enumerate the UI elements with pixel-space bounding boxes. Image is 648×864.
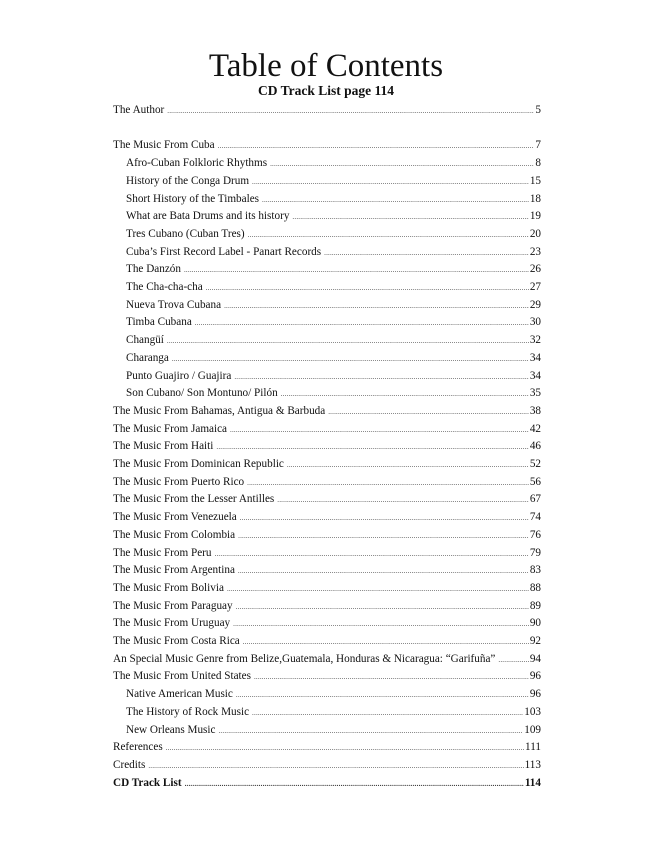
toc-entry-page-number: 79	[529, 546, 541, 559]
toc-entry	[113, 137, 541, 155]
toc-entry-page-number: 67	[529, 493, 541, 506]
toc-entry-title: Timba Cubana	[126, 316, 192, 329]
dot-leader	[292, 209, 528, 227]
toc-entry-page-number: 32	[529, 334, 541, 347]
toc-entry-title: The Music From Bahamas, Antigua & Barbuda	[113, 404, 326, 417]
toc-entry-title: Short History of the Timbales	[126, 192, 260, 205]
toc-entry-title: References	[113, 741, 163, 754]
dot-leader	[243, 634, 529, 652]
toc-entry	[126, 704, 541, 722]
dot-leader	[167, 103, 534, 121]
toc-entry	[113, 456, 541, 474]
toc-entry-title: CD Track List	[113, 776, 182, 789]
toc-entry-title: The Music From Puerto Rico	[113, 475, 245, 488]
toc-entry	[126, 226, 541, 244]
toc-entry	[126, 686, 541, 704]
toc-entry	[113, 739, 541, 757]
toc-entry	[126, 368, 541, 386]
toc-entry-page-number: 94	[529, 652, 541, 665]
toc-entry-title: Nueva Trova Cubana	[126, 298, 222, 311]
toc-entry-page-number: 52	[529, 458, 541, 470]
toc-entry-title: The Music From Cuba	[113, 139, 215, 152]
dot-leader	[195, 315, 529, 333]
toc-entry	[126, 279, 541, 297]
toc-entry-title: The Music From United States	[113, 670, 251, 683]
toc-entry-title: Son Cubano/ Son Montuno/ Pilón	[126, 387, 278, 400]
toc-entry-page-number: 56	[529, 475, 541, 488]
toc-entry-page-number: 26	[529, 263, 541, 276]
toc-entry-page-number: 7	[535, 139, 541, 152]
toc-entry	[113, 491, 541, 509]
toc-entry-title: What are Bata Drums and its history	[126, 210, 290, 223]
dot-leader	[328, 404, 529, 422]
toc-entry	[126, 722, 541, 740]
dot-leader	[236, 687, 529, 705]
dot-leader	[172, 351, 529, 369]
dot-leader	[324, 245, 529, 263]
toc-entry	[113, 438, 541, 456]
toc-entry-page-number: 23	[529, 245, 541, 258]
toc-entry-title: The Cha-cha-cha	[126, 281, 203, 293]
toc-entry	[113, 527, 541, 545]
toc-entry-page-number: 114	[524, 776, 541, 789]
dot-leader	[236, 599, 529, 617]
toc-entry-page-number: 88	[529, 581, 541, 594]
toc-entry-title: Credits	[113, 758, 146, 771]
toc-entry-title: The Music From Jamaica	[113, 422, 228, 435]
toc-entry-page-number: 30	[529, 316, 541, 329]
dot-leader	[247, 475, 529, 493]
dot-leader	[238, 563, 529, 581]
toc-entry-page-number: 20	[529, 227, 541, 240]
dot-leader	[167, 333, 529, 351]
toc-entry	[113, 615, 541, 633]
toc-entry-title: Cuba’s First Record Label - Panart Records	[126, 245, 322, 258]
dot-leader	[252, 705, 523, 723]
dot-leader	[206, 280, 529, 298]
dot-leader	[184, 262, 529, 280]
toc-entry	[113, 474, 541, 492]
toc-entry-page-number: 96	[529, 670, 541, 683]
dot-leader	[498, 652, 528, 670]
toc-entry-page-number: 34	[529, 369, 541, 382]
dot-leader	[287, 457, 529, 475]
toc-entry	[113, 775, 541, 793]
toc-entry-title: An Special Music Genre from Belize,Guatemala, Honduras & Nicaragua: “Garifuña”	[113, 652, 496, 665]
toc-entry-page-number: 92	[529, 635, 541, 647]
toc-entry	[113, 509, 541, 527]
toc-entry-page-number: 96	[529, 688, 541, 701]
toc-entry	[113, 651, 541, 669]
toc-entry-page-number: 83	[529, 564, 541, 577]
toc-entry-title: Changüí	[126, 334, 164, 347]
toc-entry	[113, 403, 541, 421]
toc-entry	[113, 633, 541, 651]
toc-entry-title: Native American Music	[126, 688, 233, 701]
toc-entry-page-number: 113	[524, 758, 541, 771]
toc-entry	[126, 385, 541, 403]
dot-leader	[218, 138, 535, 156]
toc-entry	[113, 562, 541, 580]
toc-entry-page-number: 42	[529, 422, 541, 435]
dot-leader	[252, 174, 529, 192]
dot-leader	[262, 192, 529, 210]
toc-entry-page-number: 46	[529, 440, 541, 453]
toc-entry-title: Charanga	[126, 351, 169, 364]
toc-entry	[126, 261, 541, 279]
toc-entry-title: Punto Guajiro / Guajira	[126, 369, 232, 382]
toc-entry-title: The Music From the Lesser Antilles	[113, 493, 275, 506]
toc-entry-page-number: 8	[535, 157, 541, 170]
dot-leader	[166, 740, 524, 758]
toc-entry	[126, 155, 541, 173]
toc-entry-page-number: 18	[529, 192, 541, 205]
toc-entry-page-number: 34	[529, 351, 541, 364]
toc-entry-page-number: 38	[529, 404, 541, 417]
toc-entry-title: Afro-Cuban Folkloric Rhythms	[126, 157, 268, 170]
toc-entry-title: New Orleans Music	[126, 723, 216, 736]
toc-entry-page-number: 111	[525, 741, 541, 754]
toc-entry	[113, 668, 541, 686]
toc-entry-title: Tres Cubano (Cuban Tres)	[126, 227, 245, 240]
toc-entry-page-number: 35	[529, 387, 541, 400]
dot-leader	[185, 776, 524, 794]
toc-entry	[126, 244, 541, 262]
toc-entry-title: The Danzón	[126, 263, 181, 276]
toc-entry-page-number: 19	[529, 210, 541, 223]
toc-entry-page-number: 103	[524, 705, 541, 718]
toc-entry-title: The Music From Dominican Republic	[113, 458, 284, 470]
toc-entry-page-number: 90	[529, 617, 541, 630]
toc-entry-title: The Music From Argentina	[113, 564, 235, 577]
toc-entry-page-number: 89	[529, 599, 541, 612]
toc-entry-page-number: 5	[535, 104, 541, 116]
dot-leader	[224, 298, 529, 316]
toc-entry	[126, 191, 541, 209]
dot-leader	[277, 492, 529, 510]
dot-leader	[216, 439, 528, 457]
toc-entry-title: The Music From Venezuela	[113, 511, 237, 524]
dot-leader	[218, 723, 523, 741]
toc-entry	[126, 173, 541, 191]
toc-entry-page-number: 15	[529, 174, 541, 187]
toc-entry	[126, 332, 541, 350]
toc-entry	[113, 545, 541, 563]
dot-leader	[234, 369, 528, 387]
toc-entry	[126, 208, 541, 226]
toc-entry	[126, 297, 541, 315]
toc-entry-title: The Author	[113, 104, 165, 116]
toc-entry-title: The Music From Peru	[113, 546, 212, 559]
dot-leader	[227, 581, 529, 599]
toc-entry	[126, 350, 541, 368]
dot-leader	[233, 616, 529, 634]
dot-leader	[148, 758, 523, 776]
dot-leader	[230, 422, 529, 440]
toc-entry-title: The Music From Bolivia	[113, 581, 224, 594]
toc-entry-title: The Music From Uruguay	[113, 617, 231, 630]
toc-entry-page-number: 29	[529, 298, 541, 311]
dot-leader	[281, 386, 529, 404]
page-subtitle: CD Track List page 114	[257, 83, 394, 98]
toc-entry-page-number: 74	[529, 511, 541, 524]
page-title: Table of Contents	[208, 48, 444, 84]
dot-leader	[215, 546, 529, 564]
toc-entry	[113, 102, 541, 120]
dot-leader	[238, 528, 529, 546]
toc-entry-title: History of the Conga Drum	[126, 174, 250, 187]
toc-entry-title: The Music From Costa Rica	[113, 635, 240, 647]
toc-entry-page-number: 109	[524, 723, 541, 736]
toc-entry-title: The Music From Haiti	[113, 440, 214, 453]
toc-entry	[113, 421, 541, 439]
dot-leader	[254, 669, 529, 687]
dot-leader	[240, 510, 529, 528]
toc-entry-title: The Music From Colombia	[113, 528, 236, 541]
dot-leader	[270, 156, 534, 174]
dot-leader	[248, 227, 529, 245]
toc-entry-title: The Music From Paraguay	[113, 599, 233, 612]
toc-entry-page-number: 76	[529, 528, 541, 541]
toc-entry	[113, 598, 541, 616]
toc-entry	[113, 580, 541, 598]
toc-entry-page-number: 27	[529, 281, 541, 293]
toc-entry	[113, 757, 541, 775]
toc-entry-title: The History of Rock Music	[126, 705, 250, 718]
toc-entry	[126, 314, 541, 332]
